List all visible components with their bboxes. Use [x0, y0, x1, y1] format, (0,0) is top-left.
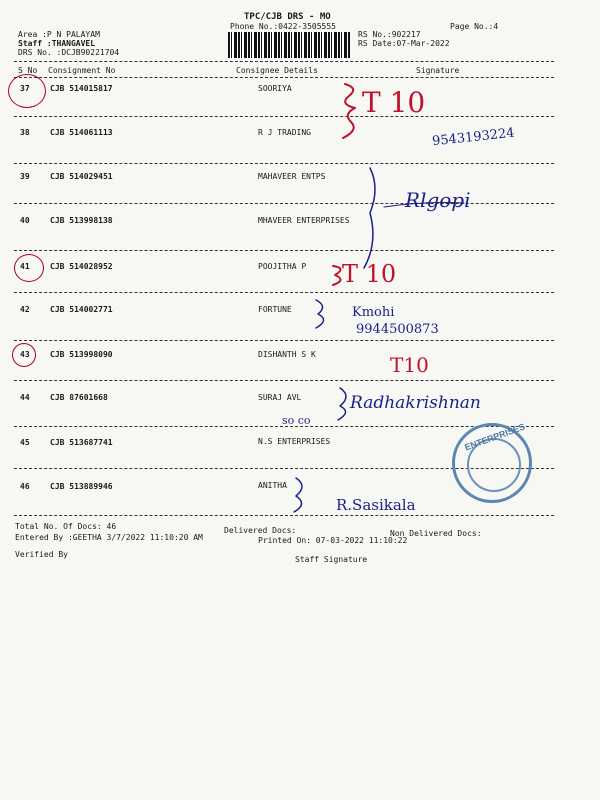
row-consignment: CJB 514028952 — [50, 262, 113, 271]
area-label: Area :P N PALAYAM — [18, 30, 100, 39]
row-sno: 44 — [20, 393, 30, 402]
col-consignee: Consignee Details — [236, 66, 318, 75]
row-consignee: SOORIYA — [258, 84, 292, 93]
handwritten-signature: R.Sasikala — [336, 496, 416, 514]
document-title: TPC/CJB DRS - MO — [244, 12, 331, 22]
printed-on: Printed On: 07-03-2022 11:10:22 — [258, 536, 408, 545]
total-docs: Total No. Of Docs: 46 — [15, 522, 117, 531]
row-consignee: ANITHA — [258, 481, 287, 490]
handwritten-t10: T 10 — [342, 260, 397, 288]
non-delivered-docs: Non Delivered Docs: — [390, 529, 482, 538]
row-consignee: FORTUNE — [258, 305, 292, 314]
row-consignee: R J TRADING — [258, 128, 311, 137]
row-consignee: N.S ENTERPRISES — [258, 437, 331, 446]
row-consignee: SURAJ AVL — [258, 393, 302, 402]
row-consignee: POOJITHA P — [258, 262, 307, 271]
row-consignee: MAHAVEER ENTPS — [258, 172, 326, 181]
handwritten-signature: Rlgopi — [405, 188, 471, 212]
row-consignee: MHAVEER ENTERPRISES — [258, 216, 350, 225]
row-consignment: CJB 513998090 — [50, 350, 113, 359]
rs-date: RS Date:07-Mar-2022 — [358, 39, 450, 48]
row-consignment: CJB 513889946 — [50, 482, 113, 491]
entered-by: Entered By :GEETHA 3/7/2022 11:10:20 AM — [15, 533, 203, 542]
drs-number: DRS No. :DCJB90221704 — [18, 48, 120, 57]
row-sno: 37 — [20, 84, 30, 93]
row-consignment: CJB 513998138 — [50, 216, 113, 225]
row-sno: 39 — [20, 172, 30, 181]
row-sno: 41 — [20, 262, 30, 271]
row-sno: 45 — [20, 438, 30, 447]
col-signature: Signature — [416, 66, 460, 75]
row-consignment: CJB 514002771 — [50, 305, 113, 314]
row-sno: 40 — [20, 216, 30, 225]
delivered-docs: Delivered Docs: — [224, 526, 297, 535]
handwritten-signature: Radhakrishnan — [350, 393, 481, 413]
col-consignment: Consignment No — [48, 66, 116, 75]
verified-by: Verified By — [15, 550, 68, 559]
handwritten-phone: 9543193224 — [431, 125, 516, 150]
row-consignee: DISHANTH S K — [258, 350, 316, 359]
phone-number: Phone No.:0422-3505555 — [230, 22, 336, 31]
handwritten-name: Kmohi — [352, 305, 395, 320]
staff-signature: Staff Signature — [295, 555, 368, 564]
handwritten-phone: 9944500873 — [356, 322, 439, 337]
handwritten-note: so co — [282, 414, 311, 427]
row-sno: 42 — [20, 305, 30, 314]
rs-number: RS No.:902217 — [358, 30, 421, 39]
row-consignment: CJB 514015817 — [50, 84, 113, 93]
row-sno: 38 — [20, 128, 30, 137]
row-sno: 46 — [20, 482, 30, 491]
page-number: Page No.:4 — [450, 22, 499, 31]
company-stamp: ENTERPRISES — [452, 423, 532, 503]
col-sno: S No — [18, 66, 38, 75]
row-sno: 43 — [20, 350, 30, 359]
handwritten-t10: T10 — [390, 353, 429, 377]
row-consignment: CJB 514029451 — [50, 172, 113, 181]
row-consignment: CJB 513687741 — [50, 438, 113, 447]
row-consignment: CJB 514061113 — [50, 128, 113, 137]
staff-label: Staff :THANGAVEL — [18, 39, 96, 48]
handwritten-t10: T 10 — [362, 86, 426, 119]
row-consignment: CJB 87601668 — [50, 393, 108, 402]
